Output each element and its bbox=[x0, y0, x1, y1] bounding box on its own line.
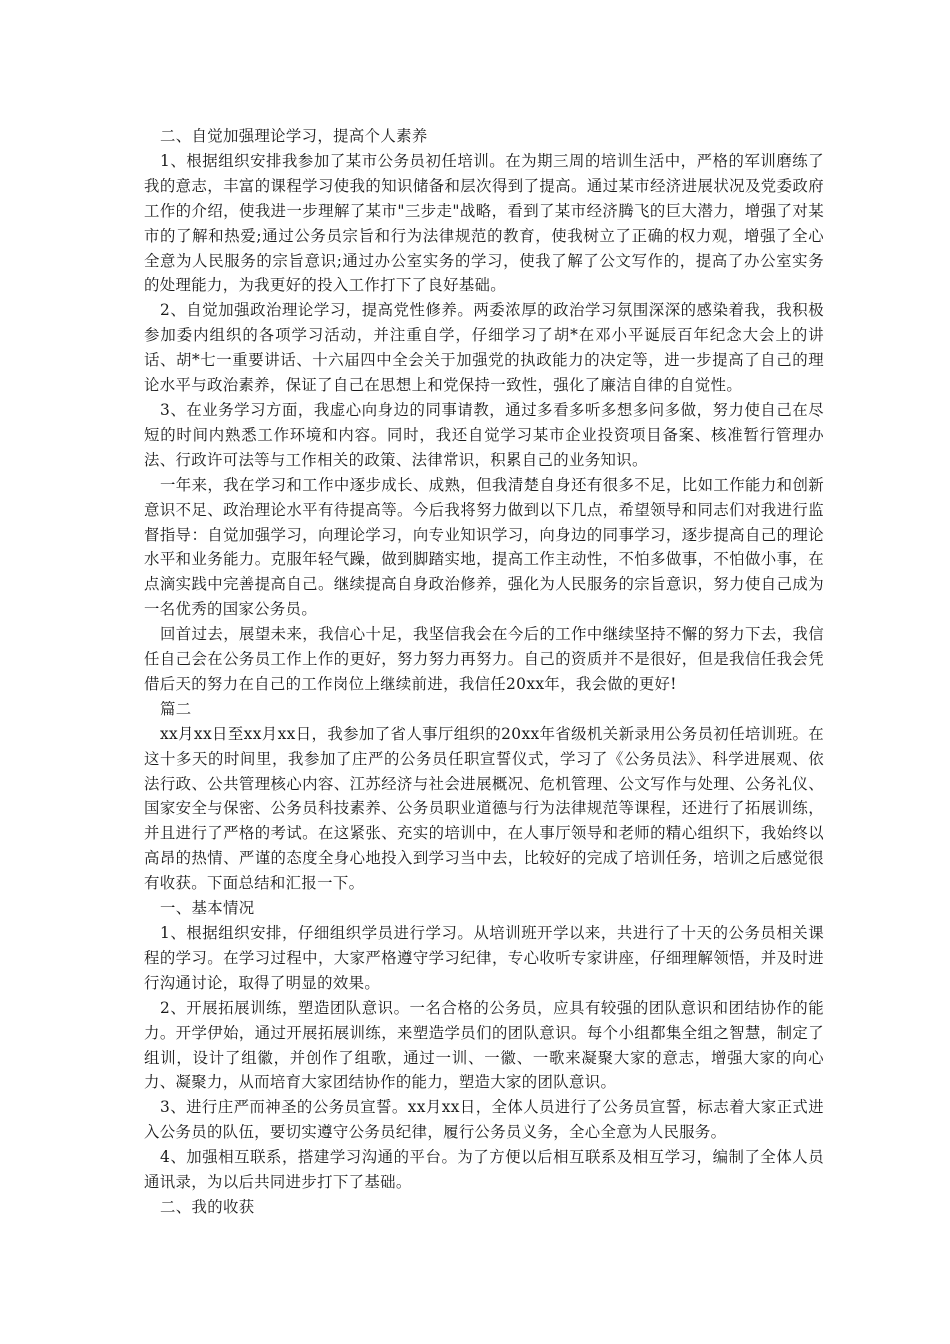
paragraph-contact-platform: 4、加强相互联系，搭建学习沟通的平台。为了方便以后相互联系及相互学习，编制了全体人员通讯录，为以后共同进步打下了基础。 bbox=[144, 1148, 824, 1192]
paragraph-oath: 3、进行庄严而神圣的公务员宣誓。xx月xx日，全体人员进行了公务员宣誓，标志着大家正式进入公务员的队伍，要切实遵守公务员纪律，履行公务员义务，全心全意为人民服务。 bbox=[144, 1098, 824, 1142]
paragraph-organized-study: 1、根据组织安排，仔细组织学员进行学习。从培训班开学以来，共进行了十天的公务员相关课程的学习。在学习过程中，大家严格遵守学习纪律，专心收听专家讲座，仔细理解领悟，并及时进行沟通讨论，取得了明显的效果。 bbox=[144, 924, 824, 992]
paragraph-year-review: 一年来，我在学习和工作中逐步成长、成熟，但我清楚自身还有很多不足，比如工作能力和创新意识不足、政治理论水平有待提高等。今后我将努力做到以下几点，希望领导和同志们对我进行监督指导：自觉加强学习，向理论学习，向专业知识学习，向身边的同事学习，逐步提高自己的理论水平和业务能力。克服年轻气躁，做到脚踏实地，提高工作主动性，不怕多做事，不怕做小事，在点滴实践中完善提高自己。继续提高自身政治修养，强化为人民服务的宗旨意识，努力使自己成为一名优秀的国家公务员。 bbox=[144, 475, 824, 619]
paragraph-training-overview: xx月xx日至xx月xx日，我参加了省人事厅组织的20xx年省级机关新录用公务员初任培训班。在这十多天的时间里，我参加了庄严的公务员任职宣誓仪式，学习了《公务员法》、科学进展观、依法行政、公共管理核心内容、江苏经济与社会进展概况、危机管理、公文写作与处理、公务礼仪、国家安全与保密、公务员科技素养、公务员职业道德与行为法律规范等课程，还进行了拓展训练，并且进行了严格的考试。在这紧张、充实的培训中，在人事厅领导和老师的精心组织下，我始终以高昂的热情、严谨的态度全身心地投入到学习当中去，比较好的完成了培训任务，培训之后感觉很有收获。下面总结和汇报一下。 bbox=[144, 724, 824, 893]
paragraph-outlook: 回首过去，展望未来，我信心十足，我坚信我会在今后的工作中继续坚持不懈的努力下去，我信任自己会在公务员工作上作的更好，努力努力再努力。自己的资质并不是很好，但是我信任我会凭借后天的努力在自己的工作岗位上继续前进，我信任20xx年，我会做的更好! bbox=[144, 625, 824, 693]
section-heading-basic-situation: 一、基本情况 bbox=[160, 899, 255, 918]
section-heading-my-gains: 二、我的收获 bbox=[160, 1197, 255, 1216]
section-heading-theory-study: 二、自觉加强理论学习，提高个人素养 bbox=[160, 127, 428, 145]
paragraph-initial-training: 1、根据组织安排我参加了某市公务员初任培训。在为期三周的培训生活中，严格的军训磨练了我的意志，丰富的课程学习使我的知识储备和层次得到了提高。通过某市经济进展状况及党委政府工作的介绍，使我进一步理解了某市"三步走"战略，看到了某市经济腾飞的巨大潜力，增强了对某市的了解和热爱;通过公务员宗旨和行为法律规范的教育，使我树立了正确的权力观，增强了全心全意为人民服务的宗旨意识;通过办公室实务的学习，使我了解了公文写作的，提高了办公室实务的处理能力，为我更好的投入工作打下了良好基础。 bbox=[144, 151, 824, 295]
paragraph-political-study: 2、自觉加强政治理论学习，提高党性修养。两委浓厚的政治学习氛围深深的感染着我，我积极参加委内组织的各项学习活动，并注重自学，仔细学习了胡*在邓小平诞辰百年纪念大会上的讲话、胡*七一重要讲话、十六届四中全会关于加强党的执政能力的决定等，进一步提高了自己的理论水平与政治素养，保证了自己在思想上和党保持一致性，强化了廉洁自律的自觉性。 bbox=[144, 301, 824, 395]
document-body bbox=[144, 124, 824, 1220]
paragraph-business-study: 3、在业务学习方面，我虚心向身边的同事请教，通过多看多听多想多问多做，努力使自己在尽短的时间内熟悉工作环境和内容。同时，我还自觉学习某市企业投资项目备案、核准暂行管理办法、行政许可法等与工作相关的政策、法律常识，积累自己的业务知识。 bbox=[144, 400, 824, 469]
part-two-heading: 篇二 bbox=[160, 699, 192, 718]
paragraph-team-training: 2、开展拓展训练，塑造团队意识。一名合格的公务员，应具有较强的团队意识和团结协作的能力。开学伊始，通过开展拓展训练，来塑造学员们的团队意识。每个小组都集全组之智慧，制定了组训，设计了组徽，并创作了组歌，通过一训、一徽、一歌来凝聚大家的意志，增强大家的向心力、凝聚力，从而培育大家团结协作的能力，塑造大家的团队意识。 bbox=[144, 998, 824, 1092]
